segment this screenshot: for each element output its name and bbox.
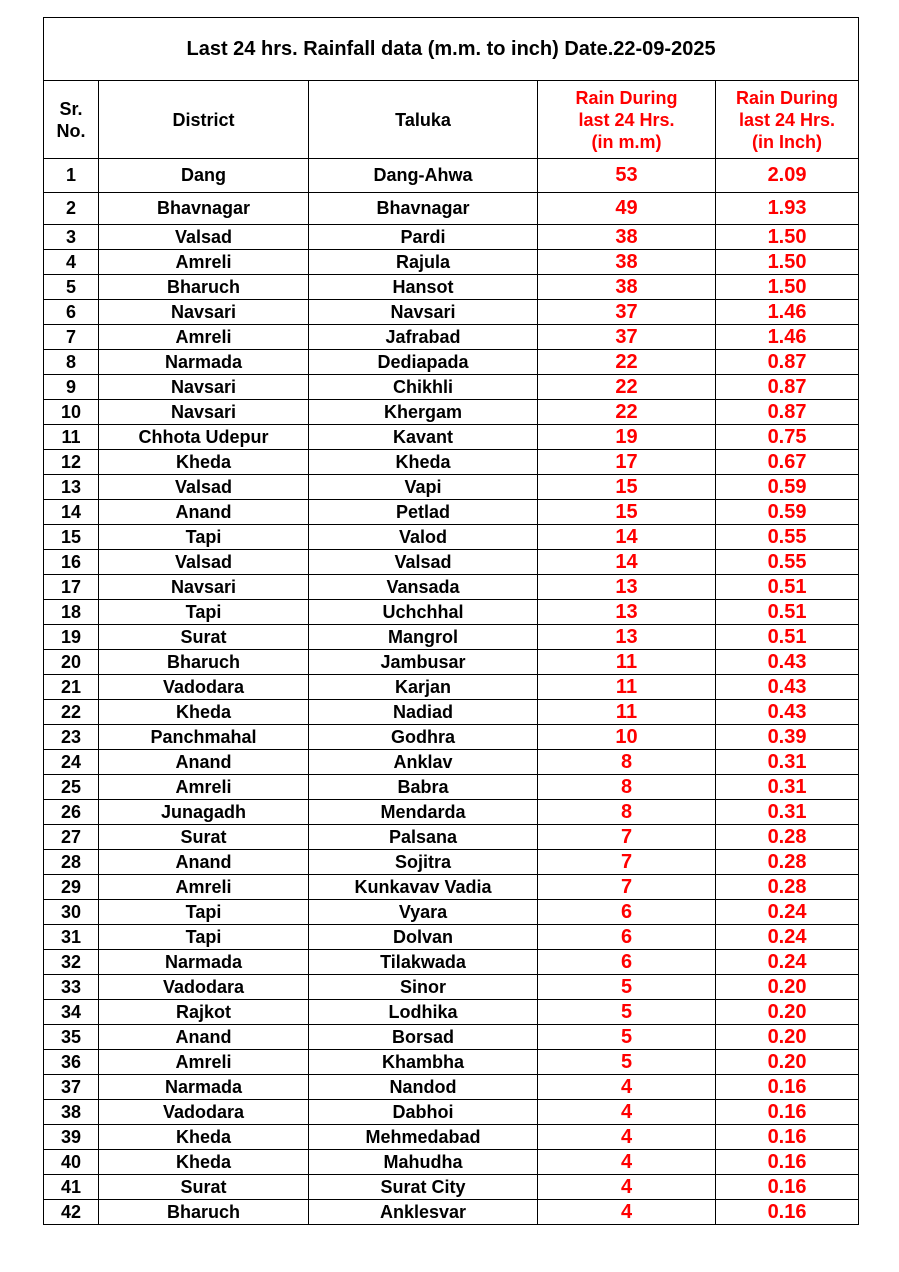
cell-taluka: Sinor <box>309 975 538 1000</box>
table-row <box>44 900 859 925</box>
cell-taluka: Lodhika <box>309 1000 538 1025</box>
table-row <box>44 500 859 525</box>
cell-taluka: Hansot <box>309 275 538 300</box>
cell-district: Bhavnagar <box>99 193 309 225</box>
cell-sr-no: 2 <box>44 193 99 225</box>
cell-taluka: Mehmedabad <box>309 1125 538 1150</box>
cell-rain-mm: 5 <box>538 1000 716 1025</box>
cell-rain-mm: 15 <box>538 475 716 500</box>
cell-district: Tapi <box>99 600 309 625</box>
table-row <box>44 850 859 875</box>
cell-rain-inch: 0.87 <box>716 375 859 400</box>
cell-taluka: Nadiad <box>309 700 538 725</box>
cell-taluka: Chikhli <box>309 375 538 400</box>
cell-rain-inch: 0.20 <box>716 1050 859 1075</box>
cell-rain-inch: 1.50 <box>716 225 859 250</box>
header-rain-mm <box>538 81 716 159</box>
cell-sr-no: 42 <box>44 1200 99 1225</box>
cell-district: Navsari <box>99 400 309 425</box>
cell-district: Narmada <box>99 350 309 375</box>
cell-taluka: Valsad <box>309 550 538 575</box>
header-inch-line1: Rain During <box>736 87 839 108</box>
cell-taluka: Godhra <box>309 725 538 750</box>
cell-sr-no: 14 <box>44 500 99 525</box>
table-row <box>44 550 859 575</box>
table-row <box>44 600 859 625</box>
cell-taluka: Khambha <box>309 1050 538 1075</box>
cell-sr-no: 15 <box>44 525 99 550</box>
table-row <box>44 1075 859 1100</box>
cell-rain-inch: 0.24 <box>716 900 859 925</box>
cell-sr-no: 29 <box>44 875 99 900</box>
cell-taluka: Karjan <box>309 675 538 700</box>
table-row <box>44 1025 859 1050</box>
cell-taluka: Navsari <box>309 300 538 325</box>
table-row <box>44 950 859 975</box>
cell-sr-no: 28 <box>44 850 99 875</box>
cell-rain-mm: 6 <box>538 950 716 975</box>
cell-district: Tapi <box>99 925 309 950</box>
cell-taluka: Anklesvar <box>309 1200 538 1225</box>
cell-sr-no: 3 <box>44 225 99 250</box>
cell-rain-mm: 38 <box>538 225 716 250</box>
header-sr-line2: No. <box>56 120 86 141</box>
cell-district: Anand <box>99 500 309 525</box>
cell-rain-inch: 0.16 <box>716 1100 859 1125</box>
table-row <box>44 250 859 275</box>
header-mm-line2: last 24 Hrs. <box>578 109 675 130</box>
cell-sr-no: 11 <box>44 425 99 450</box>
table-row <box>44 725 859 750</box>
cell-rain-inch: 0.24 <box>716 925 859 950</box>
table-row <box>44 400 859 425</box>
table-row <box>44 425 859 450</box>
cell-taluka: Kheda <box>309 450 538 475</box>
cell-district: Bharuch <box>99 1200 309 1225</box>
cell-sr-no: 9 <box>44 375 99 400</box>
table-row <box>44 575 859 600</box>
cell-district: Amreli <box>99 875 309 900</box>
header-row <box>44 81 859 159</box>
rainfall-table <box>43 17 859 1225</box>
cell-taluka: Vapi <box>309 475 538 500</box>
cell-rain-inch: 0.67 <box>716 450 859 475</box>
cell-district: Bharuch <box>99 275 309 300</box>
cell-rain-mm: 53 <box>538 159 716 193</box>
table-row <box>44 159 859 193</box>
cell-district: Narmada <box>99 950 309 975</box>
table-row <box>44 975 859 1000</box>
cell-district: Vadodara <box>99 975 309 1000</box>
cell-sr-no: 12 <box>44 450 99 475</box>
cell-taluka: Vansada <box>309 575 538 600</box>
cell-rain-mm: 11 <box>538 650 716 675</box>
table-row <box>44 1175 859 1200</box>
cell-taluka: Dabhoi <box>309 1100 538 1125</box>
cell-rain-inch: 1.93 <box>716 193 859 225</box>
cell-district: Vadodara <box>99 675 309 700</box>
cell-district: Surat <box>99 1175 309 1200</box>
cell-taluka: Borsad <box>309 1025 538 1050</box>
cell-rain-inch: 0.16 <box>716 1175 859 1200</box>
cell-sr-no: 18 <box>44 600 99 625</box>
cell-sr-no: 7 <box>44 325 99 350</box>
cell-sr-no: 23 <box>44 725 99 750</box>
table-row <box>44 1100 859 1125</box>
cell-taluka: Jambusar <box>309 650 538 675</box>
header-taluka: Taluka <box>309 81 538 159</box>
cell-district: Dang <box>99 159 309 193</box>
cell-district: Navsari <box>99 575 309 600</box>
cell-taluka: Palsana <box>309 825 538 850</box>
table-row <box>44 875 859 900</box>
header-sr-line1: Sr. <box>59 98 83 119</box>
cell-rain-inch: 2.09 <box>716 159 859 193</box>
cell-sr-no: 1 <box>44 159 99 193</box>
cell-rain-inch: 0.20 <box>716 1000 859 1025</box>
table-row <box>44 475 859 500</box>
cell-rain-inch: 1.50 <box>716 275 859 300</box>
cell-taluka: Anklav <box>309 750 538 775</box>
cell-rain-inch: 0.28 <box>716 875 859 900</box>
cell-rain-mm: 4 <box>538 1150 716 1175</box>
cell-taluka: Valod <box>309 525 538 550</box>
cell-rain-mm: 22 <box>538 350 716 375</box>
cell-sr-no: 8 <box>44 350 99 375</box>
cell-district: Navsari <box>99 375 309 400</box>
cell-district: Surat <box>99 825 309 850</box>
table-row <box>44 1200 859 1225</box>
cell-taluka: Petlad <box>309 500 538 525</box>
cell-taluka: Sojitra <box>309 850 538 875</box>
cell-district: Tapi <box>99 525 309 550</box>
cell-district: Tapi <box>99 900 309 925</box>
cell-rain-inch: 0.28 <box>716 850 859 875</box>
table-row <box>44 925 859 950</box>
cell-district: Junagadh <box>99 800 309 825</box>
cell-rain-mm: 4 <box>538 1075 716 1100</box>
cell-rain-mm: 37 <box>538 300 716 325</box>
cell-rain-inch: 0.51 <box>716 625 859 650</box>
cell-district: Amreli <box>99 775 309 800</box>
cell-sr-no: 38 <box>44 1100 99 1125</box>
cell-taluka: Tilakwada <box>309 950 538 975</box>
cell-rain-mm: 22 <box>538 400 716 425</box>
table-body <box>44 159 859 1225</box>
cell-rain-mm: 7 <box>538 875 716 900</box>
cell-sr-no: 24 <box>44 750 99 775</box>
cell-taluka: Kunkavav Vadia <box>309 875 538 900</box>
cell-sr-no: 33 <box>44 975 99 1000</box>
cell-rain-mm: 14 <box>538 550 716 575</box>
header-inch-line2: last 24 Hrs. <box>739 109 836 130</box>
cell-sr-no: 17 <box>44 575 99 600</box>
cell-rain-inch: 0.51 <box>716 575 859 600</box>
cell-rain-mm: 13 <box>538 600 716 625</box>
cell-taluka: Kavant <box>309 425 538 450</box>
cell-sr-no: 22 <box>44 700 99 725</box>
cell-rain-mm: 13 <box>538 625 716 650</box>
cell-sr-no: 39 <box>44 1125 99 1150</box>
cell-district: Surat <box>99 625 309 650</box>
header-rain-inch <box>716 81 859 159</box>
cell-rain-mm: 7 <box>538 850 716 875</box>
table-row <box>44 193 859 225</box>
cell-taluka: Dediapada <box>309 350 538 375</box>
table-row <box>44 525 859 550</box>
cell-rain-mm: 17 <box>538 450 716 475</box>
cell-rain-inch: 0.43 <box>716 700 859 725</box>
cell-rain-mm: 38 <box>538 250 716 275</box>
cell-sr-no: 6 <box>44 300 99 325</box>
header-mm-line1: Rain During <box>575 87 678 108</box>
cell-rain-inch: 0.16 <box>716 1075 859 1100</box>
cell-rain-mm: 13 <box>538 575 716 600</box>
cell-taluka: Uchchhal <box>309 600 538 625</box>
cell-sr-no: 25 <box>44 775 99 800</box>
cell-rain-inch: 0.43 <box>716 650 859 675</box>
cell-sr-no: 21 <box>44 675 99 700</box>
table-title: Last 24 hrs. Rainfall data (m.m. to inch) Date.22-09-2025 <box>44 18 859 81</box>
cell-rain-inch: 0.75 <box>716 425 859 450</box>
cell-district: Kheda <box>99 1125 309 1150</box>
table-row <box>44 1000 859 1025</box>
cell-sr-no: 32 <box>44 950 99 975</box>
cell-rain-inch: 0.20 <box>716 975 859 1000</box>
cell-district: Anand <box>99 1025 309 1050</box>
cell-taluka: Dolvan <box>309 925 538 950</box>
cell-sr-no: 20 <box>44 650 99 675</box>
cell-rain-inch: 0.87 <box>716 350 859 375</box>
cell-rain-mm: 5 <box>538 1025 716 1050</box>
table-row <box>44 1125 859 1150</box>
cell-district: Valsad <box>99 475 309 500</box>
cell-rain-inch: 0.16 <box>716 1150 859 1175</box>
cell-rain-inch: 0.16 <box>716 1125 859 1150</box>
table-row <box>44 375 859 400</box>
cell-district: Amreli <box>99 325 309 350</box>
cell-rain-inch: 1.50 <box>716 250 859 275</box>
cell-rain-inch: 0.59 <box>716 500 859 525</box>
cell-rain-mm: 8 <box>538 750 716 775</box>
cell-rain-mm: 7 <box>538 825 716 850</box>
table-row <box>44 300 859 325</box>
cell-district: Valsad <box>99 550 309 575</box>
cell-taluka: Rajula <box>309 250 538 275</box>
cell-sr-no: 31 <box>44 925 99 950</box>
table-row <box>44 700 859 725</box>
cell-taluka: Bhavnagar <box>309 193 538 225</box>
cell-rain-mm: 15 <box>538 500 716 525</box>
cell-rain-mm: 38 <box>538 275 716 300</box>
cell-sr-no: 13 <box>44 475 99 500</box>
cell-taluka: Mangrol <box>309 625 538 650</box>
cell-rain-inch: 0.31 <box>716 750 859 775</box>
cell-taluka: Jafrabad <box>309 325 538 350</box>
cell-rain-inch: 0.24 <box>716 950 859 975</box>
cell-rain-inch: 1.46 <box>716 300 859 325</box>
title-row <box>44 18 859 81</box>
table-row <box>44 625 859 650</box>
cell-rain-mm: 6 <box>538 925 716 950</box>
table-row <box>44 775 859 800</box>
cell-sr-no: 41 <box>44 1175 99 1200</box>
table-row <box>44 1050 859 1075</box>
cell-rain-inch: 0.55 <box>716 550 859 575</box>
cell-district: Valsad <box>99 225 309 250</box>
cell-sr-no: 5 <box>44 275 99 300</box>
cell-taluka: Surat City <box>309 1175 538 1200</box>
header-sr-no <box>44 81 99 159</box>
cell-rain-inch: 0.55 <box>716 525 859 550</box>
table-row <box>44 825 859 850</box>
cell-rain-mm: 4 <box>538 1200 716 1225</box>
cell-district: Amreli <box>99 250 309 275</box>
cell-sr-no: 36 <box>44 1050 99 1075</box>
cell-district: Bharuch <box>99 650 309 675</box>
cell-rain-mm: 4 <box>538 1100 716 1125</box>
cell-taluka: Vyara <box>309 900 538 925</box>
cell-district: Kheda <box>99 700 309 725</box>
cell-taluka: Pardi <box>309 225 538 250</box>
cell-taluka: Nandod <box>309 1075 538 1100</box>
cell-sr-no: 10 <box>44 400 99 425</box>
cell-district: Kheda <box>99 1150 309 1175</box>
cell-rain-inch: 0.51 <box>716 600 859 625</box>
cell-sr-no: 40 <box>44 1150 99 1175</box>
cell-rain-inch: 0.43 <box>716 675 859 700</box>
cell-rain-inch: 0.28 <box>716 825 859 850</box>
table-row <box>44 800 859 825</box>
cell-district: Rajkot <box>99 1000 309 1025</box>
cell-rain-mm: 4 <box>538 1125 716 1150</box>
cell-rain-mm: 14 <box>538 525 716 550</box>
table-row <box>44 450 859 475</box>
cell-taluka: Babra <box>309 775 538 800</box>
cell-sr-no: 4 <box>44 250 99 275</box>
cell-rain-inch: 0.16 <box>716 1200 859 1225</box>
header-inch-line3: (in Inch) <box>752 131 823 152</box>
cell-rain-mm: 11 <box>538 700 716 725</box>
cell-taluka: Dang-Ahwa <box>309 159 538 193</box>
cell-district: Vadodara <box>99 1100 309 1125</box>
cell-rain-mm: 6 <box>538 900 716 925</box>
table-row <box>44 350 859 375</box>
table-row <box>44 750 859 775</box>
cell-rain-mm: 37 <box>538 325 716 350</box>
cell-district: Anand <box>99 850 309 875</box>
cell-rain-mm: 49 <box>538 193 716 225</box>
cell-district: Narmada <box>99 1075 309 1100</box>
cell-taluka: Mendarda <box>309 800 538 825</box>
cell-district: Amreli <box>99 1050 309 1075</box>
cell-rain-inch: 0.20 <box>716 1025 859 1050</box>
cell-sr-no: 26 <box>44 800 99 825</box>
header-mm-line3: (in m.m) <box>591 131 662 152</box>
cell-sr-no: 27 <box>44 825 99 850</box>
cell-rain-inch: 0.31 <box>716 800 859 825</box>
table-row <box>44 325 859 350</box>
cell-rain-inch: 0.39 <box>716 725 859 750</box>
cell-rain-inch: 0.87 <box>716 400 859 425</box>
cell-district: Panchmahal <box>99 725 309 750</box>
cell-taluka: Mahudha <box>309 1150 538 1175</box>
cell-taluka: Khergam <box>309 400 538 425</box>
cell-sr-no: 30 <box>44 900 99 925</box>
cell-district: Chhota Udepur <box>99 425 309 450</box>
cell-sr-no: 37 <box>44 1075 99 1100</box>
cell-sr-no: 16 <box>44 550 99 575</box>
cell-rain-mm: 8 <box>538 800 716 825</box>
cell-rain-mm: 5 <box>538 975 716 1000</box>
cell-rain-mm: 4 <box>538 1175 716 1200</box>
cell-rain-mm: 8 <box>538 775 716 800</box>
header-district: District <box>99 81 309 159</box>
cell-rain-mm: 5 <box>538 1050 716 1075</box>
cell-rain-inch: 0.59 <box>716 475 859 500</box>
cell-sr-no: 34 <box>44 1000 99 1025</box>
cell-rain-mm: 10 <box>538 725 716 750</box>
table-row <box>44 225 859 250</box>
cell-district: Navsari <box>99 300 309 325</box>
cell-district: Kheda <box>99 450 309 475</box>
table-row <box>44 650 859 675</box>
table-row <box>44 275 859 300</box>
cell-sr-no: 35 <box>44 1025 99 1050</box>
cell-rain-mm: 22 <box>538 375 716 400</box>
cell-rain-inch: 0.31 <box>716 775 859 800</box>
table-row <box>44 1150 859 1175</box>
table-row <box>44 675 859 700</box>
cell-sr-no: 19 <box>44 625 99 650</box>
cell-rain-mm: 19 <box>538 425 716 450</box>
cell-rain-inch: 1.46 <box>716 325 859 350</box>
cell-rain-mm: 11 <box>538 675 716 700</box>
cell-district: Anand <box>99 750 309 775</box>
